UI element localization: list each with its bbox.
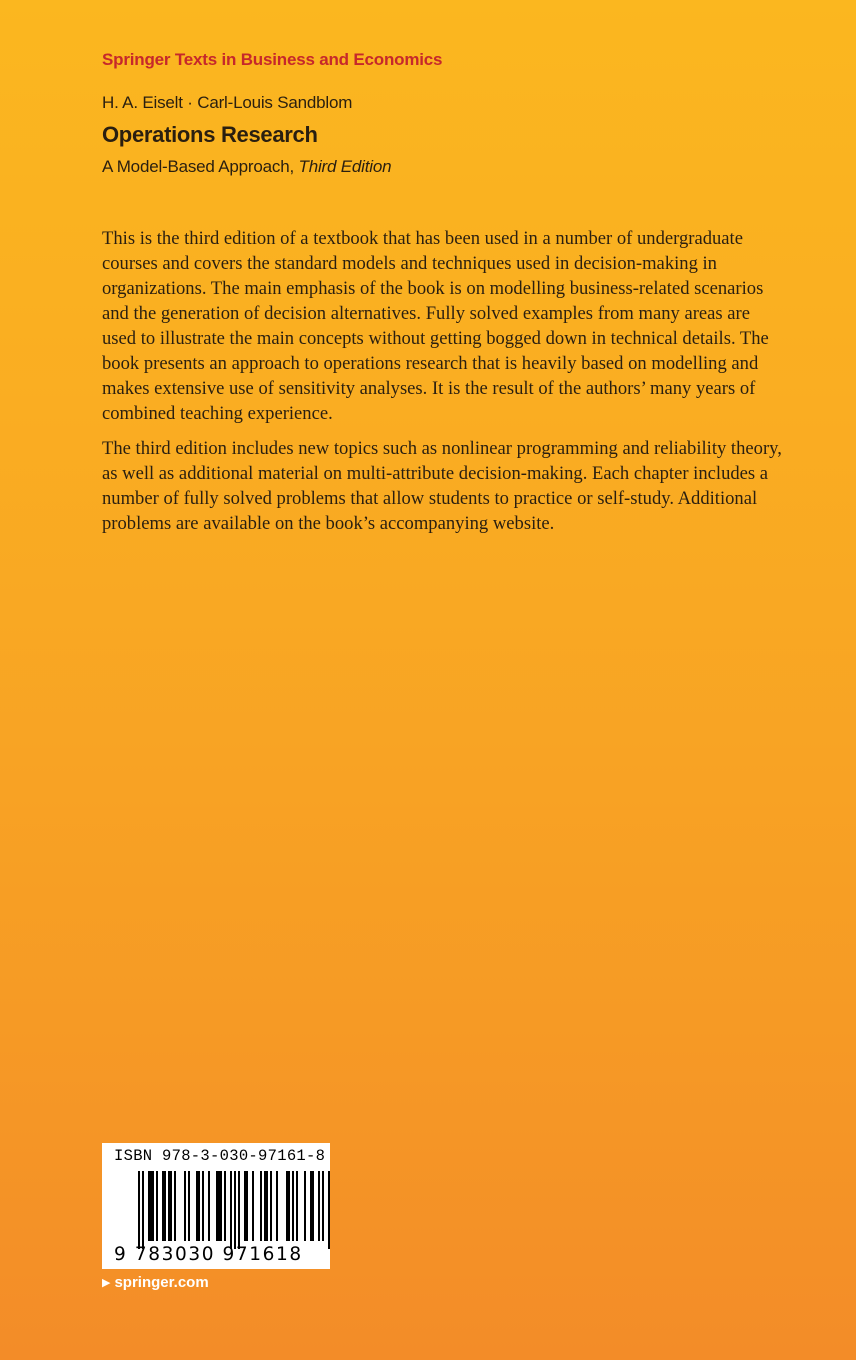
blurb-paragraph: This is the third edition of a textbook that has been used in a number of undergraduate courses and covers the standard models and techniques used in decision-making in organizations. The main emphasis of the book is on modelling business-related scenarios and the generation of decision alternatives. Fully solved examples from many areas are used to illustrate the main concepts without getting bogged down in technical details. The book presents an approach to operations research that is heavily based on modelling and makes extensive use of sensitivity analyses. It is the result of the authors’ many years of combined teaching experience. [102,228,769,424]
barcode-bar [252,1171,254,1241]
barcode-bar [142,1171,144,1249]
barcode-bar [138,1171,140,1249]
barcode-bar [230,1171,232,1249]
barcode-bar [244,1171,248,1241]
barcode-bar [224,1171,226,1241]
barcode-bar [148,1171,154,1241]
barcode-bar [208,1171,210,1241]
barcode-bar [318,1171,320,1241]
series-name: Springer Texts in Business and Economics [102,50,443,69]
barcode-bar [162,1171,166,1241]
website-label: springer.com [114,1274,209,1291]
barcode-bar [202,1171,204,1241]
barcode-bar [310,1171,314,1241]
book-subtitle [102,157,391,177]
barcode-bar [168,1171,172,1241]
barcode-bar [196,1171,200,1241]
barcode-digits: 9 783030 971618 [114,1244,303,1265]
subtitle-edition: Third Edition [298,157,392,176]
barcode-bar [292,1171,294,1241]
barcode-bar [156,1171,158,1241]
barcode-bar [286,1171,290,1241]
arrow-icon: ▶ [102,1277,111,1289]
barcode-bar [304,1171,306,1241]
barcode-bar [260,1171,262,1241]
barcode-bar [296,1171,298,1241]
barcode-bar [322,1171,324,1241]
blurb-paragraph: The third edition includes new topics such as nonlinear programming and reliability theory, as well as additional material on multi-attribute decision-making. Each chapter includes a number of fully solved problems that allow students to practice or self-study. Additional problems are available on the book’s accompanying website. [102,438,782,534]
subtitle-main: A Model-Based Approach, [102,157,294,176]
book-title: Operations Research [102,122,318,147]
barcode-bar [184,1171,186,1241]
barcode-bar [216,1171,222,1241]
isbn-label: ISBN 978-3-030-97161-8 [114,1147,326,1165]
barcode-bar [264,1171,268,1241]
barcode-bar [328,1171,330,1249]
barcode-bar [276,1171,278,1241]
barcode-bar [188,1171,190,1241]
barcode-bar [234,1171,236,1249]
authors: H. A. Eiselt · Carl-Louis Sandblom [102,93,353,112]
barcode-bar [238,1171,240,1249]
website-link[interactable] [102,1274,209,1291]
barcode-bar [270,1171,272,1241]
blurb [102,226,784,546]
barcode [102,1143,330,1269]
barcode-bar [174,1171,176,1241]
